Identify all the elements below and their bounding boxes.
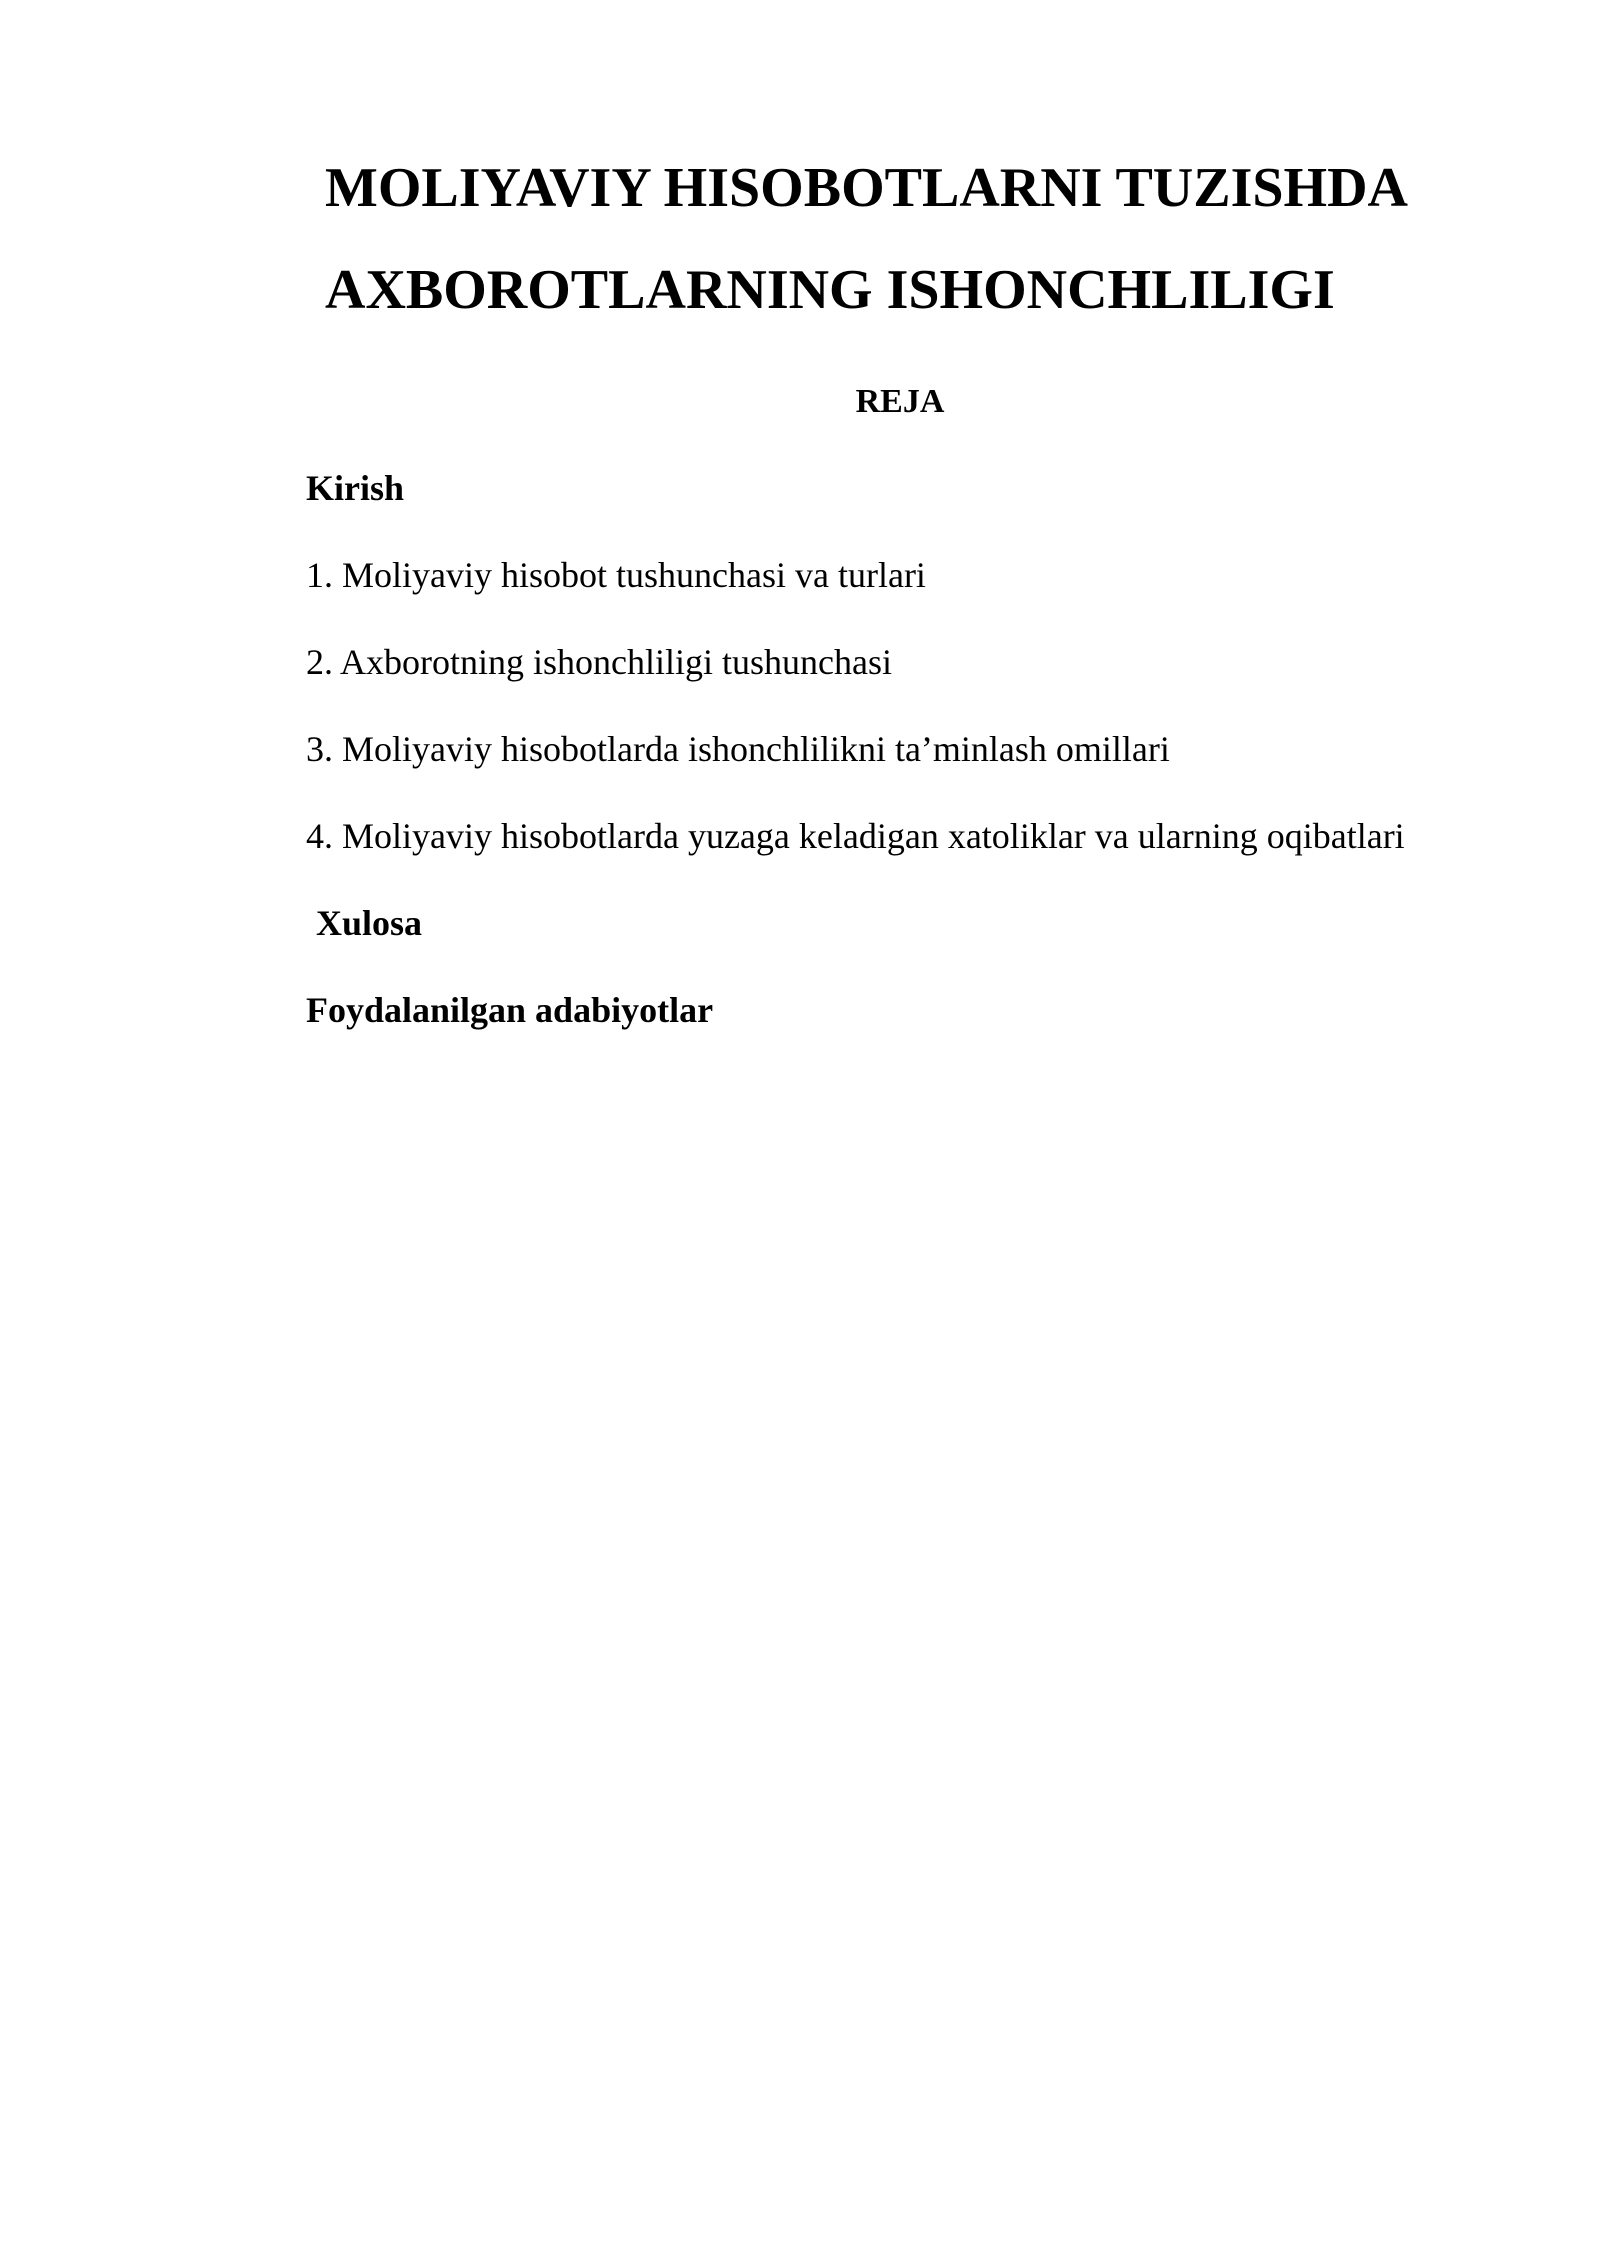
document-title-line-2: AXBOROTLARNING ISHONCHLILIGI <box>325 259 1335 321</box>
plan-heading: REJA <box>855 383 945 420</box>
plan-item-3: 3. Moliyaviy hisobotlarda ishonchlilikni ta’minlash omillari <box>306 729 1170 769</box>
plan-item-conclusion: Xulosa <box>316 903 423 943</box>
plan-item-2: 2. Axborotning ishonchliligi tushunchasi <box>306 642 892 682</box>
plan-item-4: 4. Moliyaviy hisobotlarda yuzaga keladigan xatoliklar va ularning oqibatlari <box>306 816 1405 856</box>
plan-item-references: Foydalanilgan adabiyotlar <box>306 990 714 1030</box>
document-title-line-1: MOLIYAVIY HISOBOTLARNI TUZISHDA <box>325 157 1408 219</box>
plan-item-introduction: Kirish <box>306 468 405 508</box>
plan-item-1: 1. Moliyaviy hisobot tushunchasi va turlari <box>306 555 926 595</box>
